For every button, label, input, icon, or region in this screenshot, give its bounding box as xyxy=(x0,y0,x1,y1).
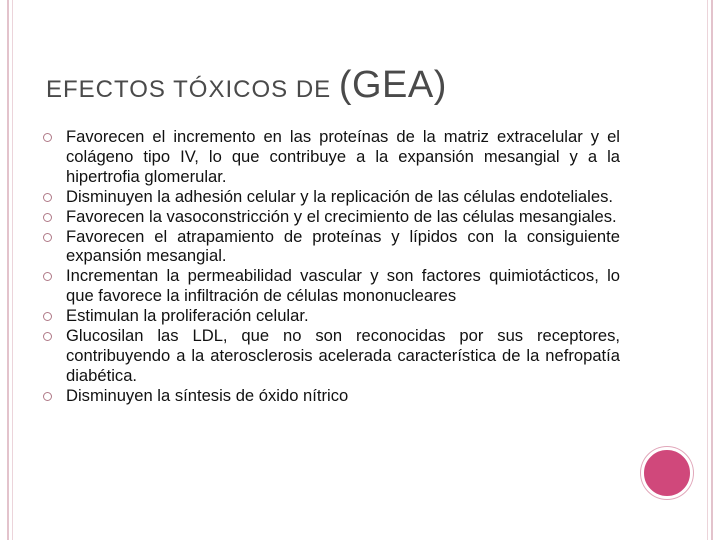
slide-title-acronym: (GEA) xyxy=(338,64,447,106)
bullet-item: Favorecen el atrapamiento de proteínas y lípidos con la consiguiente expansión mesangial. xyxy=(40,227,620,267)
bullet-item: Disminuyen la síntesis de óxido nítrico xyxy=(40,386,620,406)
bullet-item: Incrementan la permeabilidad vascular y son factores quimiotácticos, lo que favorece la infiltración de células mononucleares xyxy=(40,266,620,306)
decorative-circle xyxy=(641,447,693,499)
bullet-item: Favorecen la vasoconstricción y el crecimiento de las células mesangiales. xyxy=(40,207,620,227)
bullet-item: Glucosilan las LDL, que no son reconocidas por sus receptores, contribuyendo a la aterosclerosis acelerada característica de la nefropatía diabética. xyxy=(40,326,620,386)
slide-title-main: EFECTOS TÓXICOS DE xyxy=(46,76,339,103)
bullet-item: Estimulan la proliferación celular. xyxy=(40,306,620,326)
bullet-list xyxy=(40,127,620,406)
slide-title xyxy=(46,64,447,107)
bullet-item: Favorecen el incremento en las proteínas de la matriz extracelular y el colágeno tipo IV, lo que contribuye a la expansión mesangial y a la hipertrofia glomerular. xyxy=(40,127,620,187)
bullet-item: Disminuyen la adhesión celular y la replicación de las células endoteliales. xyxy=(40,187,620,207)
